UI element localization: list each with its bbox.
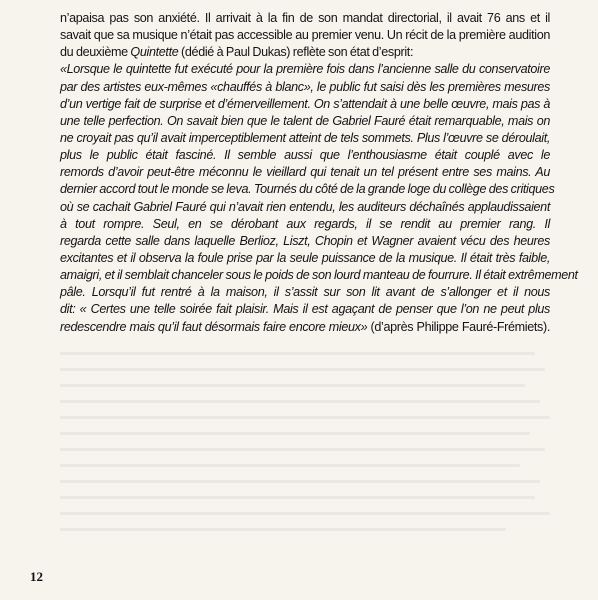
quote-line: plus le public était fasciné. Il semble aussi que l’enthousiasme était couplé avec le [60, 148, 550, 163]
body-paragraph [60, 10, 578, 336]
text-line: du deuxième Quintette (dédié à Paul Dukas) reflète son état d’esprit: [60, 45, 414, 60]
quote-line: regarda cette salle dans laquelle Berlioz, Liszt, Chopin et Wagner avaient vécu des heures [60, 233, 550, 248]
citation: (d’après Philippe Fauré-Frémiets). [367, 319, 550, 334]
quote-line: dit: « Certes une telle soirée fait plaisir. Mais il est agaçant de penser que l’on ne peut plus [60, 302, 550, 317]
quote-line: «Lorsque le quintette fut exécuté pour la première fois dans l’ancienne salle du conservatoire [60, 62, 550, 77]
quote-line: une telle perfection. On savait bien que le talent de Gabriel Fauré était remarquable, mais on [60, 113, 550, 128]
quote-line: par des artistes eux-mêmes «chauffés à blanc», le public fut saisi dès les premières mesures [60, 79, 550, 94]
quote-line: ne croyait pas qu’il avait imperceptiblement atteint de tels sommets. Plus l’œuvre se déroulait, [60, 130, 550, 145]
quote-line: redescendre mais qu’il faut désormais faire encore mieux» (d’après Philippe Fauré-Frémiets). [60, 319, 550, 334]
text-line: savait que sa musique n’était pas accessible au premier venu. Un récit de la première audition [60, 28, 550, 43]
quote-line: amaigri, et il semblait chanceler sous le poids de son lourd manteau de fourrure. Il était extrêmement [60, 268, 578, 283]
quote-line: où se cachait Gabriel Fauré qui n’avait rien entendu, les auditeurs déchaînés applaudissaient [60, 199, 550, 214]
quote-line: dernier accord tout le monde se leva. Tournés du côté de la grande loge du collège des critiques [60, 182, 555, 197]
work-title: Quintette [130, 45, 179, 60]
show-through-text [60, 352, 555, 547]
page-number: 12 [30, 569, 43, 584]
quote-line: excitantes et il observa la foule prise par la seule puissance de la musique. Il était très faible, [60, 250, 550, 265]
text-line: n’apaisa pas son anxiété. Il arrivait à la fin de son mandat directorial, il avait 76 ans et il [60, 11, 550, 25]
quote-line: d’un vertige fait de surprise et d’émerveillement. On s’attendait à une belle œuvre, mais pas à [60, 96, 550, 111]
quote-line: pâle. Lorsqu’il fut rentré à la maison, il s’assit sur son lit avant de s’allonger et il nous [60, 285, 550, 300]
quote-line: remords d’avoir peut-être méconnu le vieillard qui tenait un tel présent entre ses mains. Au [60, 165, 550, 180]
quote-line: à tout rompre. Seul, en se dérobant aux regards, il se rendit au premier rang. Il [60, 216, 550, 231]
